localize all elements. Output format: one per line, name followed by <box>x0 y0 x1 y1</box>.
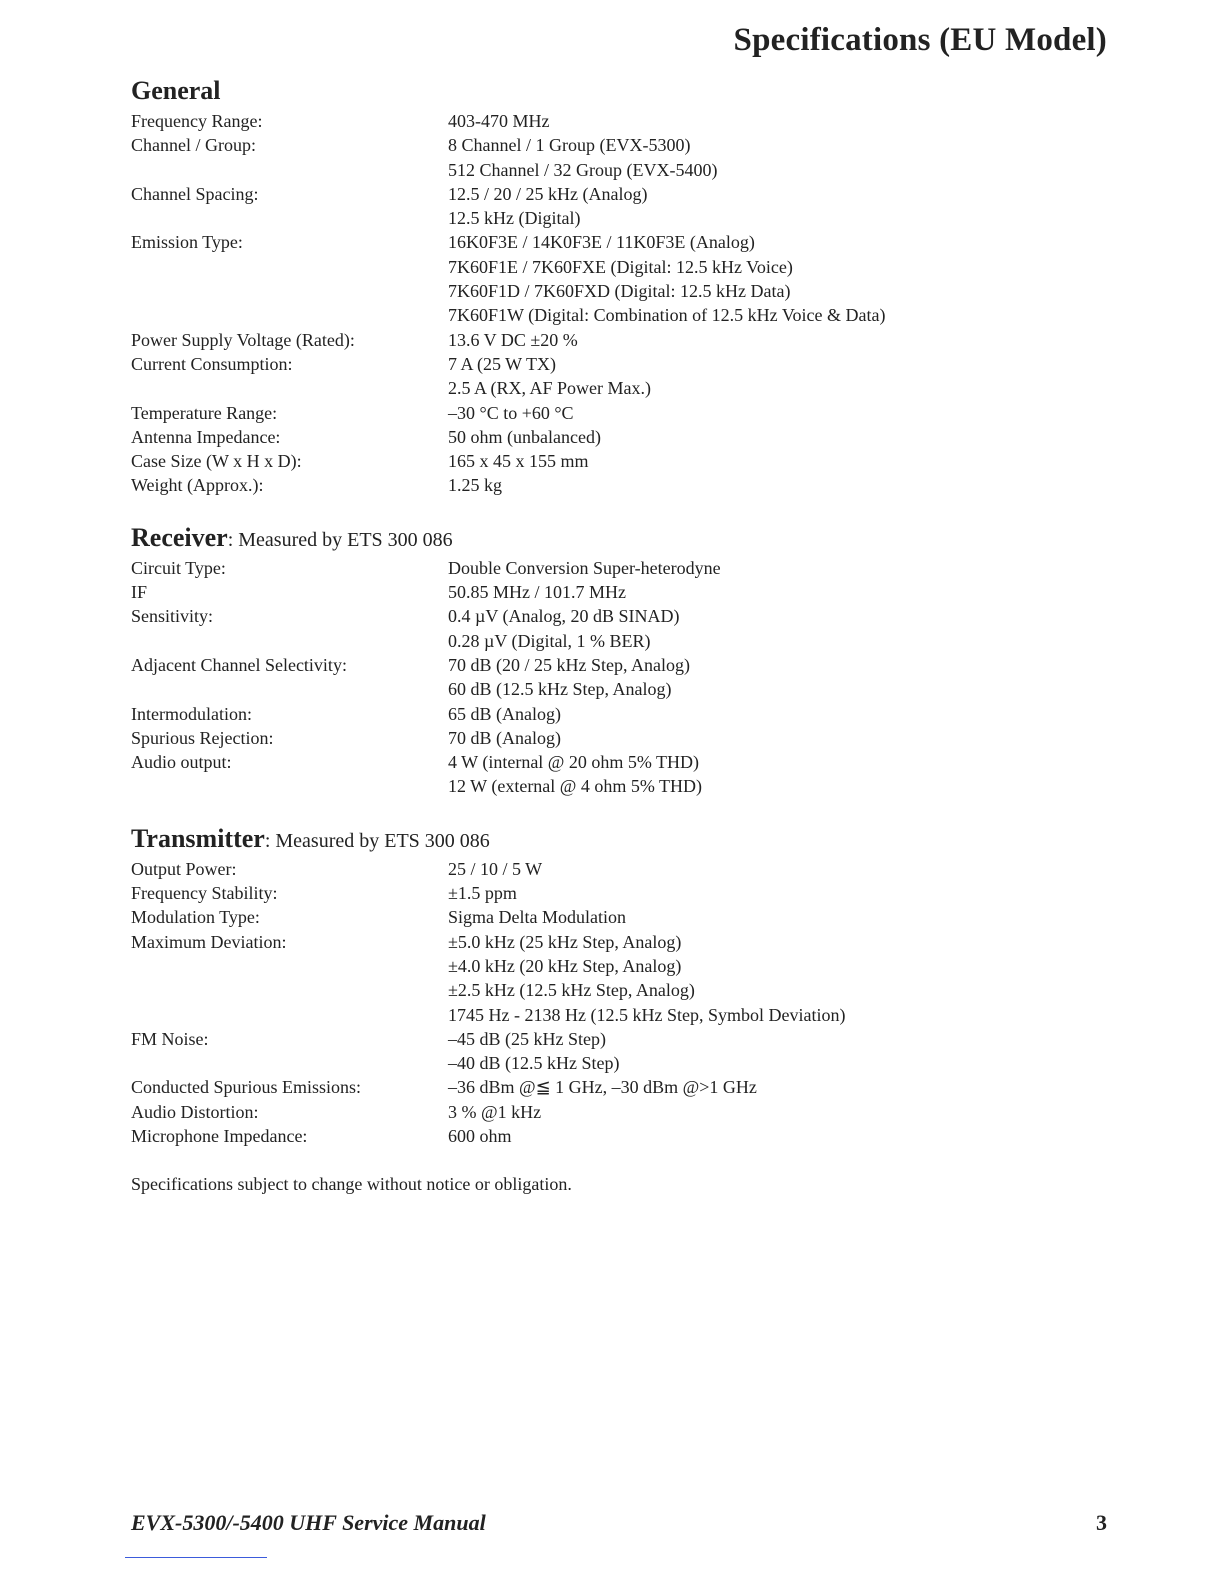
spec-values <box>448 857 1111 881</box>
spec-label: Circuit Type: <box>131 557 226 578</box>
spec-values <box>448 580 1111 604</box>
spec-label: Emission Type: <box>131 232 243 253</box>
spec-row <box>131 109 1111 133</box>
footer-page-number: 3 <box>1096 1510 1107 1535</box>
spec-row <box>131 930 1111 1027</box>
spec-values <box>448 328 1111 352</box>
section-heading-subtitle: : Measured by ETS 300 086 <box>264 829 490 852</box>
section-heading <box>131 75 1111 109</box>
spec-value: 12.5 kHz (Digital) <box>448 208 581 229</box>
spec-row <box>131 604 1111 653</box>
spec-sections <box>131 75 1111 1148</box>
spec-label: Channel Spacing: <box>131 183 259 204</box>
spec-value: 65 dB (Analog) <box>448 703 561 724</box>
spec-row <box>131 702 1111 726</box>
section-heading-title: Receiver <box>131 522 228 552</box>
spec-value: 0.4 µV (Analog, 20 dB SINAD) <box>448 606 680 627</box>
spec-label: Microphone Impedance: <box>131 1125 308 1146</box>
spec-label: FM Noise: <box>131 1028 209 1049</box>
footer-divider <box>125 1557 267 1558</box>
spec-value: ±4.0 kHz (20 kHz Step, Analog) <box>448 955 682 976</box>
spec-values <box>448 750 1111 799</box>
spec-value: 70 dB (Analog) <box>448 727 561 748</box>
spec-values <box>448 702 1111 726</box>
footer-manual-title: EVX-5300/-5400 UHF Service Manual <box>131 1510 486 1535</box>
spec-label: Maximum Deviation: <box>131 931 287 952</box>
spec-label: Spurious Rejection: <box>131 727 274 748</box>
spec-row <box>131 750 1111 799</box>
spec-values <box>448 352 1111 401</box>
spec-value: 512 Channel / 32 Group (EVX-5400) <box>448 159 718 180</box>
spec-value: 50 ohm (unbalanced) <box>448 426 601 447</box>
spec-row <box>131 857 1111 881</box>
spec-row <box>131 1075 1111 1099</box>
spec-label: Conducted Spurious Emissions: <box>131 1077 362 1098</box>
spec-value: 12.5 / 20 / 25 kHz (Analog) <box>448 183 648 204</box>
spec-value: 7 A (25 W TX) <box>448 353 557 374</box>
spec-label: Frequency Stability: <box>131 883 278 904</box>
spec-value: 25 / 10 / 5 W <box>448 858 543 879</box>
spec-row <box>131 1124 1111 1148</box>
spec-row <box>131 425 1111 449</box>
spec-values <box>448 881 1111 905</box>
spec-row <box>131 905 1111 929</box>
spec-value: 7K60F1W (Digital: Combination of 12.5 kHz Voice & Data) <box>448 305 886 326</box>
spec-value: –36 dBm @≦ 1 GHz, –30 dBm @>1 GHz <box>448 1077 757 1098</box>
spec-row <box>131 726 1111 750</box>
spec-value: 12 W (external @ 4 ohm 5% THD) <box>448 776 703 797</box>
spec-values <box>448 604 1111 653</box>
footnote: Specifications subject to change without notice or obligation. <box>131 1174 572 1195</box>
spec-label: Modulation Type: <box>131 907 260 928</box>
spec-content <box>131 75 1111 1214</box>
spec-row <box>131 556 1111 580</box>
spec-row <box>131 473 1111 497</box>
spec-label: Output Power: <box>131 858 237 879</box>
spec-section-transmitter <box>131 823 1111 1149</box>
spec-label: Weight (Approx.): <box>131 475 264 496</box>
spec-values <box>448 401 1111 425</box>
spec-row <box>131 401 1111 425</box>
spec-row <box>131 230 1111 327</box>
spec-label: Sensitivity: <box>131 606 214 627</box>
spec-label: Case Size (W x H x D): <box>131 451 302 472</box>
spec-values <box>448 133 1111 182</box>
spec-values <box>448 449 1111 473</box>
spec-values <box>448 1124 1111 1148</box>
spec-values <box>448 109 1111 133</box>
spec-value: 16K0F3E / 14K0F3E / 11K0F3E (Analog) <box>448 232 755 253</box>
spec-row <box>131 1100 1111 1124</box>
spec-label: Intermodulation: <box>131 703 252 724</box>
spec-row <box>131 881 1111 905</box>
spec-section-general <box>131 75 1111 498</box>
spec-value: 3 % @1 kHz <box>448 1101 542 1122</box>
section-heading <box>131 823 1111 857</box>
spec-value: 403-470 MHz <box>448 111 550 131</box>
page-title: Specifications (EU Model) <box>733 22 1107 58</box>
spec-label: Frequency Range: <box>131 111 263 131</box>
spec-label: Temperature Range: <box>131 402 278 423</box>
spec-row <box>131 1027 1111 1076</box>
spec-values <box>448 1100 1111 1124</box>
spec-value: 70 dB (20 / 25 kHz Step, Analog) <box>448 654 690 675</box>
spec-value: Sigma Delta Modulation <box>448 907 626 928</box>
spec-label: Audio output: <box>131 752 232 773</box>
spec-values <box>448 556 1111 580</box>
spec-value: –40 dB (12.5 kHz Step) <box>448 1053 620 1074</box>
spec-value: 13.6 V DC ±20 % <box>448 329 578 350</box>
spec-value: 8 Channel / 1 Group (EVX-5300) <box>448 135 691 156</box>
spec-section-receiver <box>131 522 1111 799</box>
spec-values <box>448 1027 1111 1076</box>
spec-row <box>131 133 1111 182</box>
spec-label: Adjacent Channel Selectivity: <box>131 654 347 675</box>
spec-row <box>131 653 1111 702</box>
spec-value: 1745 Hz - 2138 Hz (12.5 kHz Step, Symbol Deviation) <box>448 1004 846 1025</box>
spec-value: 600 ohm <box>448 1125 512 1146</box>
section-heading-subtitle: : Measured by ETS 300 086 <box>227 528 453 551</box>
spec-values <box>448 1075 1111 1099</box>
spec-value: 0.28 µV (Digital, 1 % BER) <box>448 630 651 651</box>
spec-value: 7K60F1E / 7K60FXE (Digital: 12.5 kHz Voice) <box>448 256 793 277</box>
spec-value: 4 W (internal @ 20 ohm 5% THD) <box>448 752 700 773</box>
spec-value: Double Conversion Super-heterodyne <box>448 557 721 578</box>
spec-value: ±2.5 kHz (12.5 kHz Step, Analog) <box>448 980 695 1001</box>
spec-row <box>131 580 1111 604</box>
spec-label: Channel / Group: <box>131 135 256 156</box>
spec-row <box>131 182 1111 231</box>
spec-label: Power Supply Voltage (Rated): <box>131 329 355 350</box>
spec-row <box>131 352 1111 401</box>
page-footer <box>131 1510 1107 1536</box>
spec-label: Antenna Impedance: <box>131 426 281 447</box>
spec-value: ±1.5 ppm <box>448 883 517 904</box>
spec-label: Audio Distortion: <box>131 1101 259 1122</box>
spec-value: ±5.0 kHz (25 kHz Step, Analog) <box>448 931 682 952</box>
spec-values <box>448 425 1111 449</box>
spec-value: 2.5 A (RX, AF Power Max.) <box>448 378 652 399</box>
spec-label: Current Consumption: <box>131 353 293 374</box>
spec-value: 165 x 45 x 155 mm <box>448 451 589 472</box>
section-heading-title: Transmitter <box>131 823 265 853</box>
spec-values <box>448 653 1111 702</box>
spec-row <box>131 449 1111 473</box>
section-heading-title: General <box>131 76 221 105</box>
spec-values <box>448 230 1111 327</box>
spec-values <box>448 726 1111 750</box>
spec-values <box>448 182 1111 231</box>
spec-label: IF <box>131 582 148 603</box>
spec-values <box>448 930 1111 1027</box>
spec-values <box>448 473 1111 497</box>
spec-value: 7K60F1D / 7K60FXD (Digital: 12.5 kHz Data) <box>448 281 791 302</box>
spec-value: 60 dB (12.5 kHz Step, Analog) <box>448 679 672 700</box>
spec-value: –45 dB (25 kHz Step) <box>448 1028 606 1049</box>
spec-value: 50.85 MHz / 101.7 MHz <box>448 582 626 603</box>
spec-values <box>448 905 1111 929</box>
spec-value: –30 °C to +60 °C <box>448 402 574 423</box>
spec-row <box>131 328 1111 352</box>
section-heading <box>131 522 1111 556</box>
spec-value: 1.25 kg <box>448 475 502 496</box>
